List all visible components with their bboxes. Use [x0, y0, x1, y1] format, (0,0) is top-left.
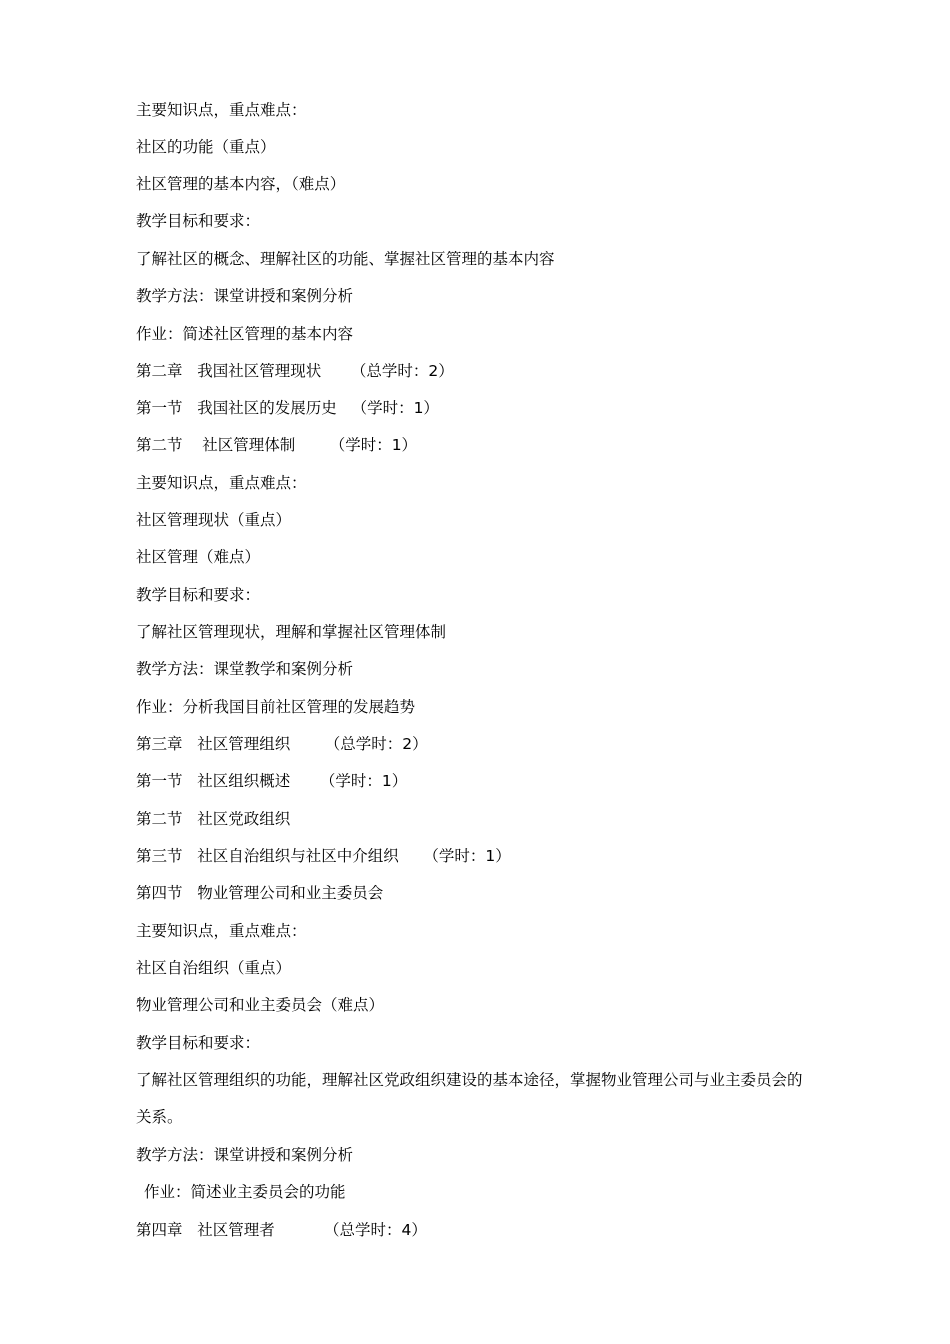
homework: 作业：简述社区管理的基本内容 [136, 325, 354, 343]
objectives-text: 了解社区的概念、理解社区的功能、掌握社区管理的基本内容 [136, 250, 555, 268]
difficult-point-item: 社区管理（难点） [136, 548, 261, 566]
heading-key-points: 主要知识点，重点难点： [136, 922, 307, 940]
section-heading: 第一节 社区组织概述 （学时：1） [136, 772, 408, 790]
section-heading: 第三节 社区自治组织与社区中介组织 （学时：1） [136, 847, 511, 865]
difficult-point-item: 物业管理公司和业主委员会（难点） [136, 996, 385, 1014]
homework: 作业：简述业主委员会的功能 [144, 1183, 346, 1201]
heading-objectives: 教学目标和要求： [136, 1034, 261, 1052]
key-point-item: 社区自治组织（重点） [136, 959, 292, 977]
teaching-method: 教学方法：课堂讲授和案例分析 [136, 1146, 354, 1164]
chapter-heading: 第二章 我国社区管理现状 （总学时：2） [136, 362, 454, 380]
section-heading: 第二节 社区管理体制 （学时：1） [136, 436, 418, 454]
objectives-text: 了解社区管理组织的功能，理解社区党政组织建设的基本途径，掌握物业管理公司与业主委员会的 [136, 1071, 803, 1089]
section-heading: 第二节 社区党政组织 [136, 810, 291, 828]
key-point-item: 社区管理现状（重点） [136, 511, 292, 529]
chapter-heading: 第四章 社区管理者 （总学时：4） [136, 1221, 427, 1239]
key-point-item: 社区的功能（重点） [136, 138, 276, 156]
section-heading: 第一节 我国社区的发展历史 （学时：1） [136, 399, 439, 417]
objectives-text-continued: 关系。 [136, 1108, 183, 1126]
heading-objectives: 教学目标和要求： [136, 586, 261, 604]
difficult-point-item: 社区管理的基本内容，（难点） [136, 175, 346, 193]
heading-key-points: 主要知识点，重点难点： [136, 474, 307, 492]
section-heading: 第四节 物业管理公司和业主委员会 [136, 884, 384, 902]
heading-objectives: 教学目标和要求： [136, 212, 261, 230]
teaching-method: 教学方法：课堂讲授和案例分析 [136, 287, 354, 305]
chapter-heading: 第三章 社区管理组织 （总学时：2） [136, 735, 428, 753]
heading-key-points: 主要知识点，重点难点： [136, 101, 307, 119]
objectives-text: 了解社区管理现状，理解和掌握社区管理体制 [136, 623, 447, 641]
teaching-method: 教学方法：课堂教学和案例分析 [136, 660, 354, 678]
homework: 作业：分析我国目前社区管理的发展趋势 [136, 698, 416, 716]
